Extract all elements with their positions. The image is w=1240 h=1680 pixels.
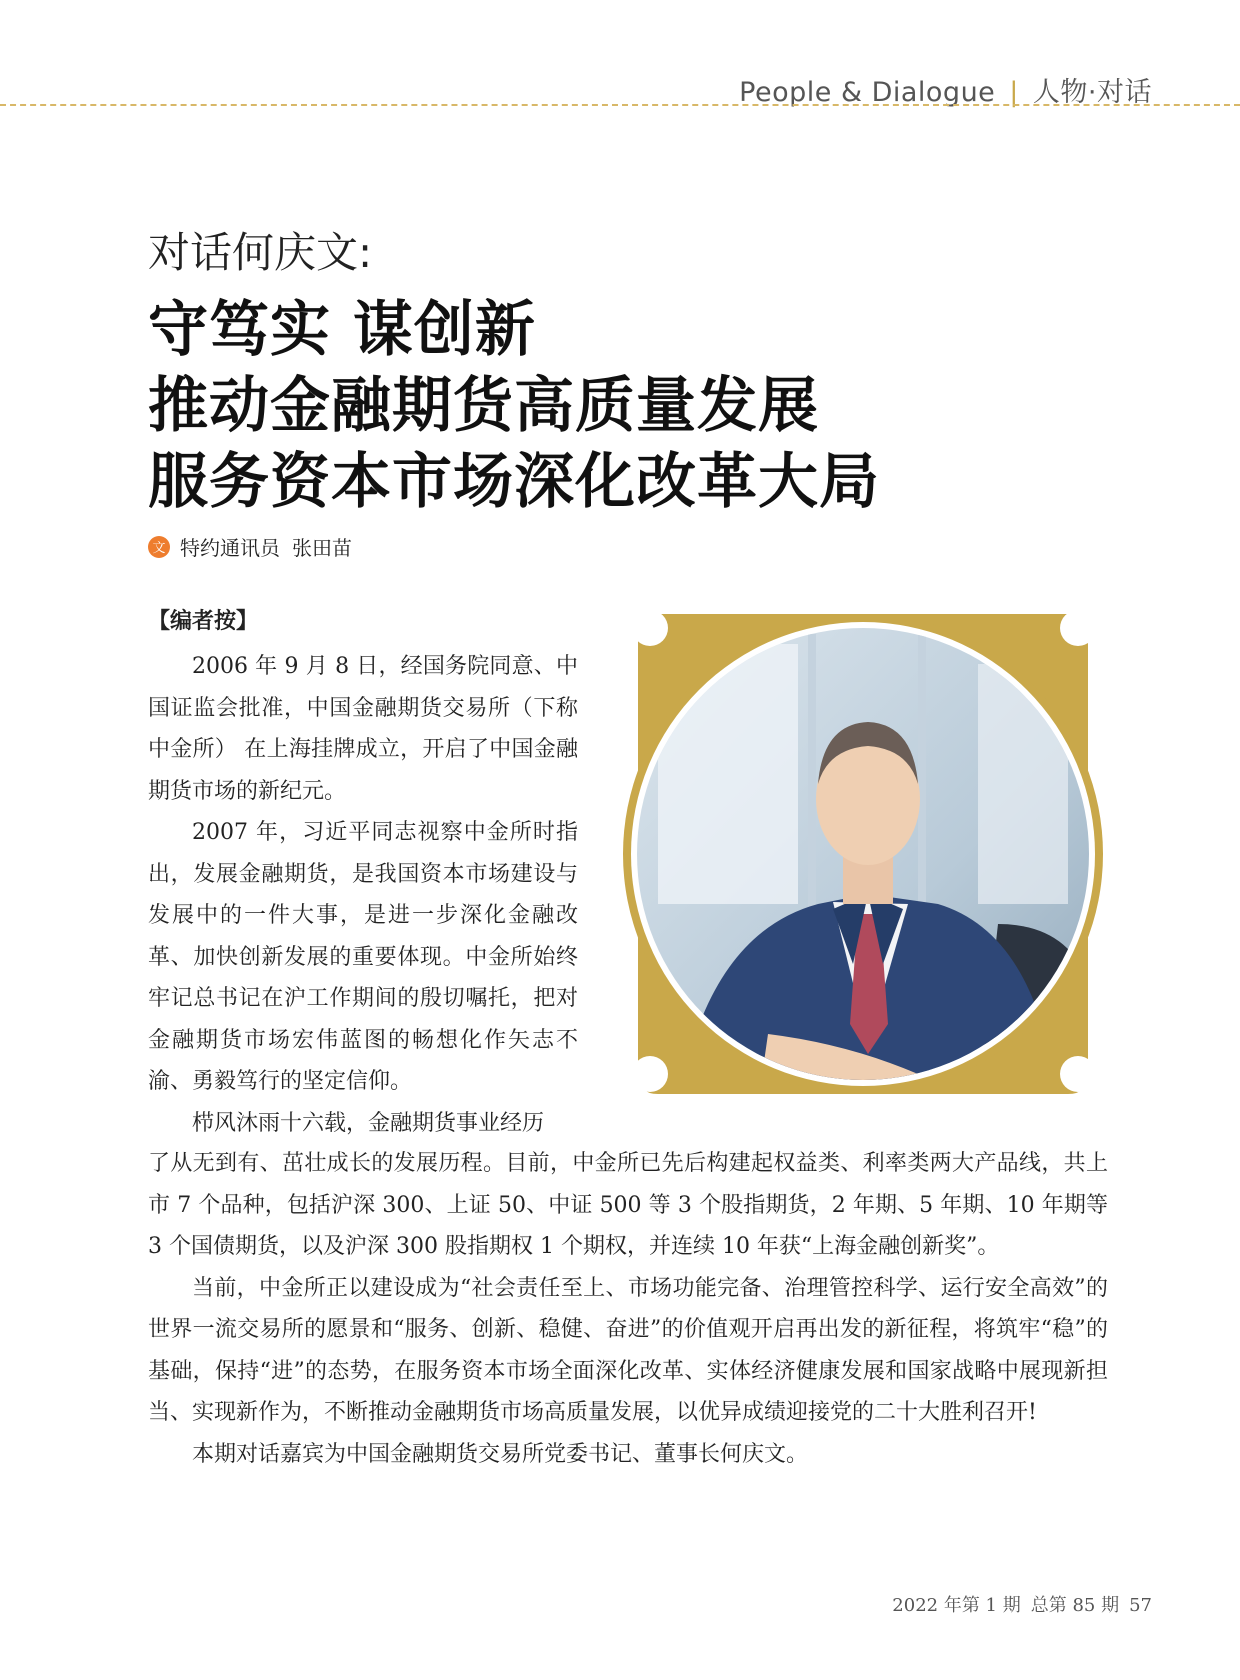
- frame-hole-tl: [632, 610, 668, 646]
- frame-hole-tr: [1060, 610, 1096, 646]
- title-line: 服务资本市场深化改革大局: [148, 447, 880, 517]
- byline-role: 特约通讯员: [180, 536, 280, 560]
- page-footer: [882, 1591, 1152, 1617]
- section-label-cn: 人物·对话: [1032, 77, 1152, 108]
- frame-hole-br: [1060, 1056, 1096, 1092]
- total-issue-label: 总第 85 期: [1030, 1595, 1120, 1616]
- editor-note-label: 【编者按】: [148, 608, 259, 634]
- byline: [148, 532, 352, 561]
- paragraph: 2006 年 9 月 8 日，经国务院同意、中国证监会批准，中国金融期货交易所（下称中金所） 在上海挂牌成立，开启了中国金融期货市场的新纪元。: [148, 654, 578, 804]
- writer-icon: 文: [148, 536, 170, 558]
- portrait-svg: [618, 604, 1108, 1104]
- paragraph-continued: 了从无到有、茁壮成长的发展历程。目前，中金所已先后构建起权益类、利率类两大产品线，共上市 7 个品种，包括沪深 300、上证 50、中证 500 等 3 个股指期货，2 年期、5 年期、10 年期等 3 个国债期货，以及沪深 300 股指期权 1 个期权，并连续 10 年获“上海金融创新奖”。: [148, 1151, 1108, 1259]
- header-divider: |: [1009, 77, 1019, 108]
- section-label-en: People & Dialogue: [739, 77, 996, 108]
- paragraph: 本期对话嘉宾为中国金融期货交易所党委书记、董事长何庆文。: [192, 1441, 809, 1467]
- header-dashed-rule: [0, 104, 1240, 106]
- title-line: 守笃实 谋创新: [148, 295, 536, 365]
- paragraph: 2007 年，习近平同志视察中金所时指出，发展金融期货，是我国资本市场建设与发展中的一件大事，是进一步深化金融改革、加快创新发展的重要体现。中金所始终牢记总书记在沪工作期间的殷切嘱托，把对金融期货市场宏伟蓝图的畅想化作矢志不渝、勇毅笃行的坚定信仰。: [148, 820, 578, 1094]
- page-number: 57: [1129, 1595, 1152, 1616]
- byline-author: 张田苗: [292, 536, 352, 560]
- paragraph: 栉风沐雨十六载，金融期货事业经历: [192, 1110, 545, 1136]
- full-width-text: [148, 1143, 1108, 1475]
- frame-hole-bl: [632, 1056, 668, 1092]
- issue-label: 2022 年第 1 期: [892, 1595, 1021, 1616]
- paragraph: 当前，中金所正以建设成为“社会责任至上、市场功能完备、治理管控科学、运行安全高效”的世界一流交易所的愿景和“服务、创新、稳健、奋进”的价值观开启再出发的新征程，将筑牢“稳”的基础，保持“进”的态势，在服务资本市场全面深化改革、实体经济健康发展和国家战略中展现新担当、实现新作为，不断推动金融期货市场高质量发展，以优异成绩迎接党的二十大胜利召开!: [148, 1275, 1108, 1425]
- title-line: 推动金融期货高质量发展: [148, 371, 819, 441]
- left-column-text: [148, 646, 578, 1144]
- portrait-photo-frame: [618, 604, 1108, 1104]
- article-title: [148, 292, 880, 520]
- article-prefix: 对话何庆文:: [148, 228, 373, 277]
